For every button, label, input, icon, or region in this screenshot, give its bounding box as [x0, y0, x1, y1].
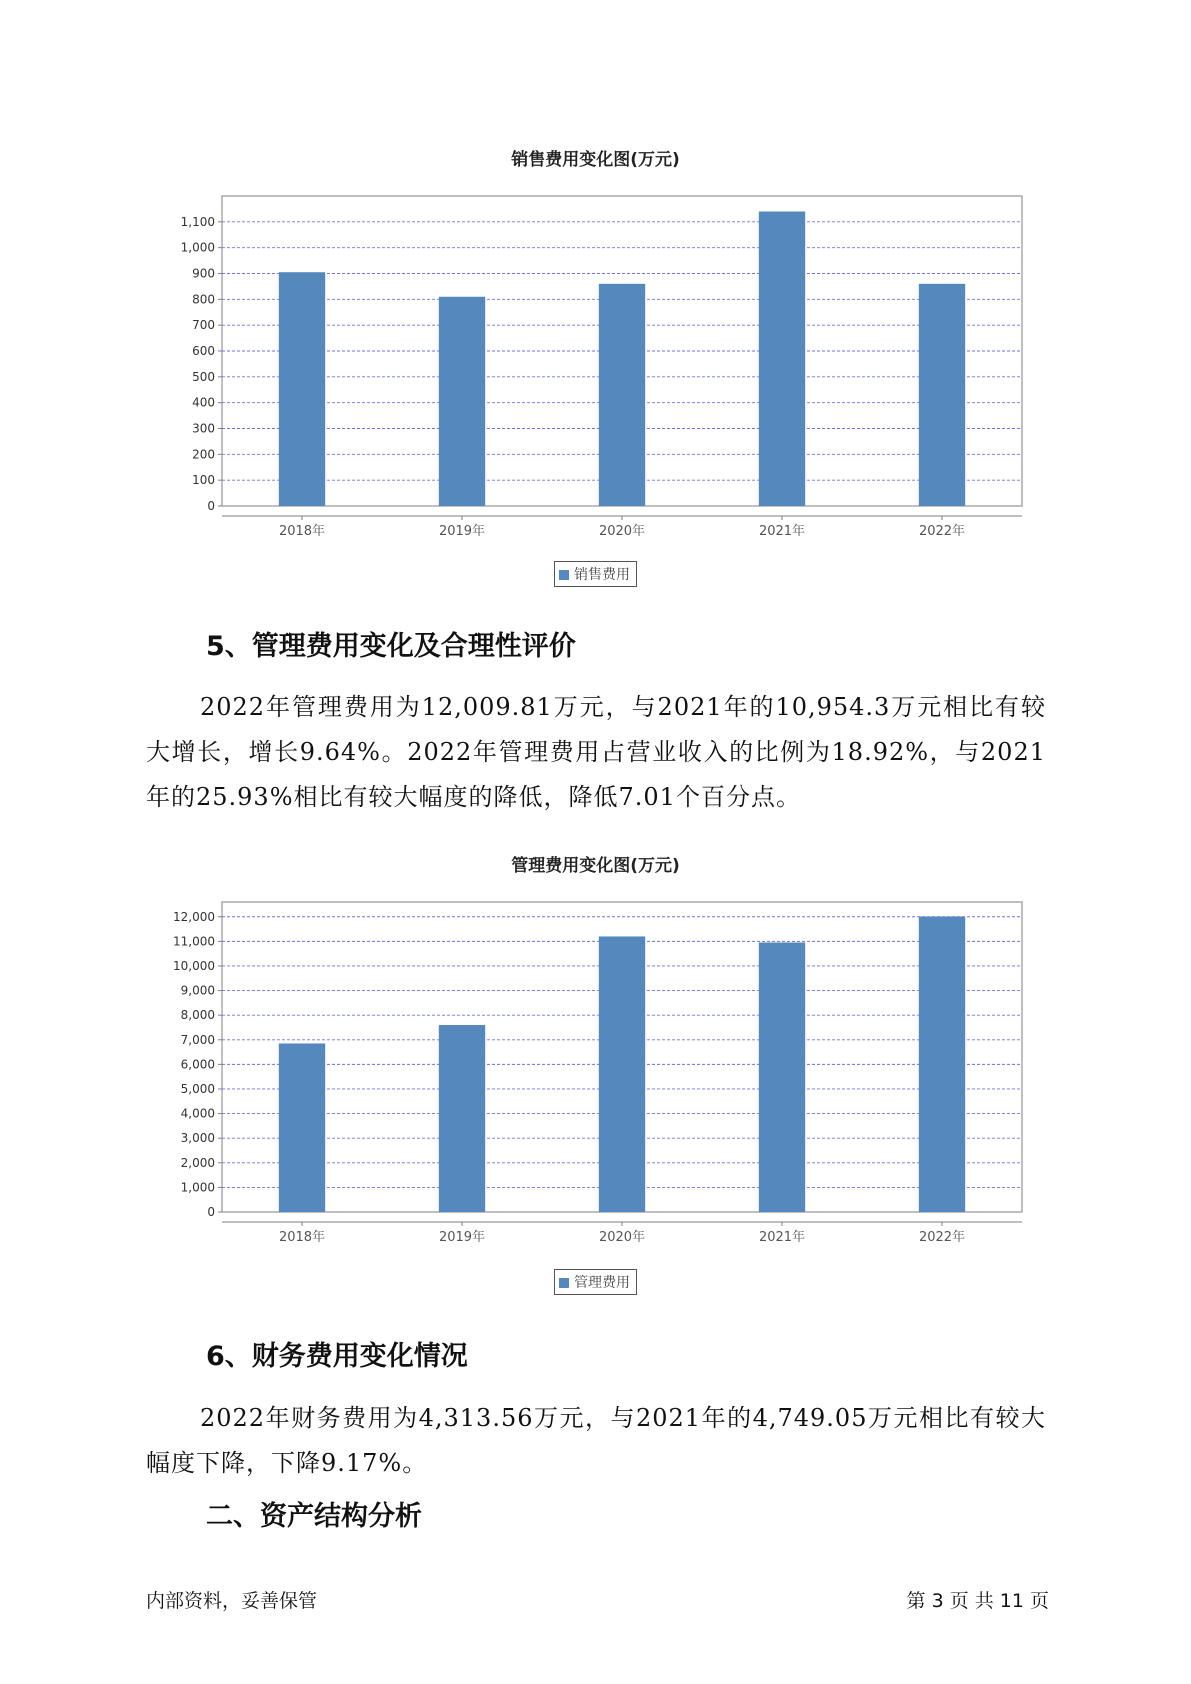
sales-y-tick-label: 1,100	[180, 214, 215, 229]
footer-confidential-note: 内部资料，妥善保管	[146, 1590, 318, 1612]
admin-expense-chart	[150, 886, 1030, 1256]
section-5-heading: 5、管理费用变化及合理性评价	[206, 631, 576, 662]
admin-chart-legend	[554, 1269, 637, 1295]
sales-y-tick-label: 200	[192, 447, 215, 462]
admin-y-tick-label: 5,000	[180, 1081, 215, 1096]
section-6-heading: 6、财务费用变化情况	[206, 1341, 468, 1372]
admin-y-tick-label: 12,000	[173, 909, 215, 924]
admin-y-tick-label: 3,000	[180, 1131, 215, 1146]
admin-y-tick-label: 4,000	[180, 1106, 215, 1121]
sales-y-tick-label: 900	[192, 266, 215, 281]
sales-y-tick-label: 500	[192, 369, 215, 384]
sales-y-tick-label: 700	[192, 318, 215, 333]
sales-bar-2020年	[599, 284, 645, 506]
sales-y-tick-label: 400	[192, 395, 215, 410]
section-two-heading: 二、资产结构分析	[206, 1501, 422, 1532]
sales-chart-title: 销售费用变化图(万元)	[511, 150, 680, 170]
admin-y-tick-label: 2,000	[180, 1155, 215, 1170]
admin-x-tick-label: 2022年	[918, 1230, 966, 1245]
sales-y-tick-label: 300	[192, 421, 215, 436]
admin-y-tick-label: 9,000	[180, 983, 215, 998]
sales-chart-legend	[554, 561, 637, 587]
legend-swatch	[559, 570, 569, 580]
sales-x-tick-label: 2021年	[758, 524, 806, 539]
admin-x-tick-label: 2020年	[598, 1230, 646, 1245]
footer-page-number: 第 3 页 共 11 页	[906, 1590, 1049, 1612]
admin-y-tick-label: 0	[207, 1205, 215, 1219]
admin-y-tick-label: 11,000	[173, 934, 215, 949]
sales-bar-2021年	[759, 212, 805, 507]
section-5-paragraph: 2022年管理费用为12,009.81万元，与2021年的10,954.3万元相比有较大增长，增长9.64%。2022年管理费用占营业收入的比例为18.92%，与2021年的25.93%相比有较大幅度的降低，降低7.01个百分点。	[146, 693, 1046, 811]
sales-bar-2019年	[439, 297, 485, 506]
admin-chart-title: 管理费用变化图(万元)	[511, 856, 680, 876]
section-6-paragraph: 2022年财务费用为4,313.56万元，与2021年的4,749.05万元相比有较大幅度下降，下降9.17%。	[146, 1404, 1046, 1477]
sales-legend-label: 销售费用	[574, 567, 630, 583]
sales-y-tick-label: 100	[192, 473, 215, 488]
sales-bar-2022年	[919, 284, 965, 506]
admin-bar-2019年	[439, 1025, 485, 1212]
admin-y-tick-label: 7,000	[180, 1032, 215, 1047]
legend-swatch	[559, 1278, 569, 1288]
admin-y-tick-label: 6,000	[180, 1057, 215, 1072]
admin-y-tick-label: 10,000	[173, 958, 215, 973]
admin-bar-2018年	[279, 1043, 325, 1212]
admin-bar-2021年	[759, 942, 805, 1212]
sales-y-tick-label: 600	[192, 344, 215, 358]
sales-x-tick-label: 2018年	[278, 524, 326, 539]
admin-y-tick-label: 1,000	[180, 1180, 215, 1195]
sales-x-tick-label: 2020年	[598, 524, 646, 539]
admin-x-tick-label: 2018年	[278, 1230, 326, 1245]
admin-bar-2022年	[919, 917, 965, 1212]
sales-y-tick-label: 0	[207, 499, 215, 513]
admin-legend-label: 管理费用	[574, 1275, 630, 1291]
admin-y-tick-label: 8,000	[180, 1008, 215, 1023]
sales-x-tick-label: 2022年	[918, 524, 966, 539]
sales-y-tick-label: 800	[192, 292, 215, 307]
admin-x-tick-label: 2019年	[438, 1230, 486, 1245]
sales-expense-chart	[150, 180, 1030, 550]
admin-x-tick-label: 2021年	[758, 1230, 806, 1245]
admin-bar-2020年	[599, 936, 645, 1212]
sales-bar-2018年	[279, 272, 325, 506]
sales-y-tick-label: 1,000	[180, 240, 215, 255]
sales-x-tick-label: 2019年	[438, 524, 486, 539]
